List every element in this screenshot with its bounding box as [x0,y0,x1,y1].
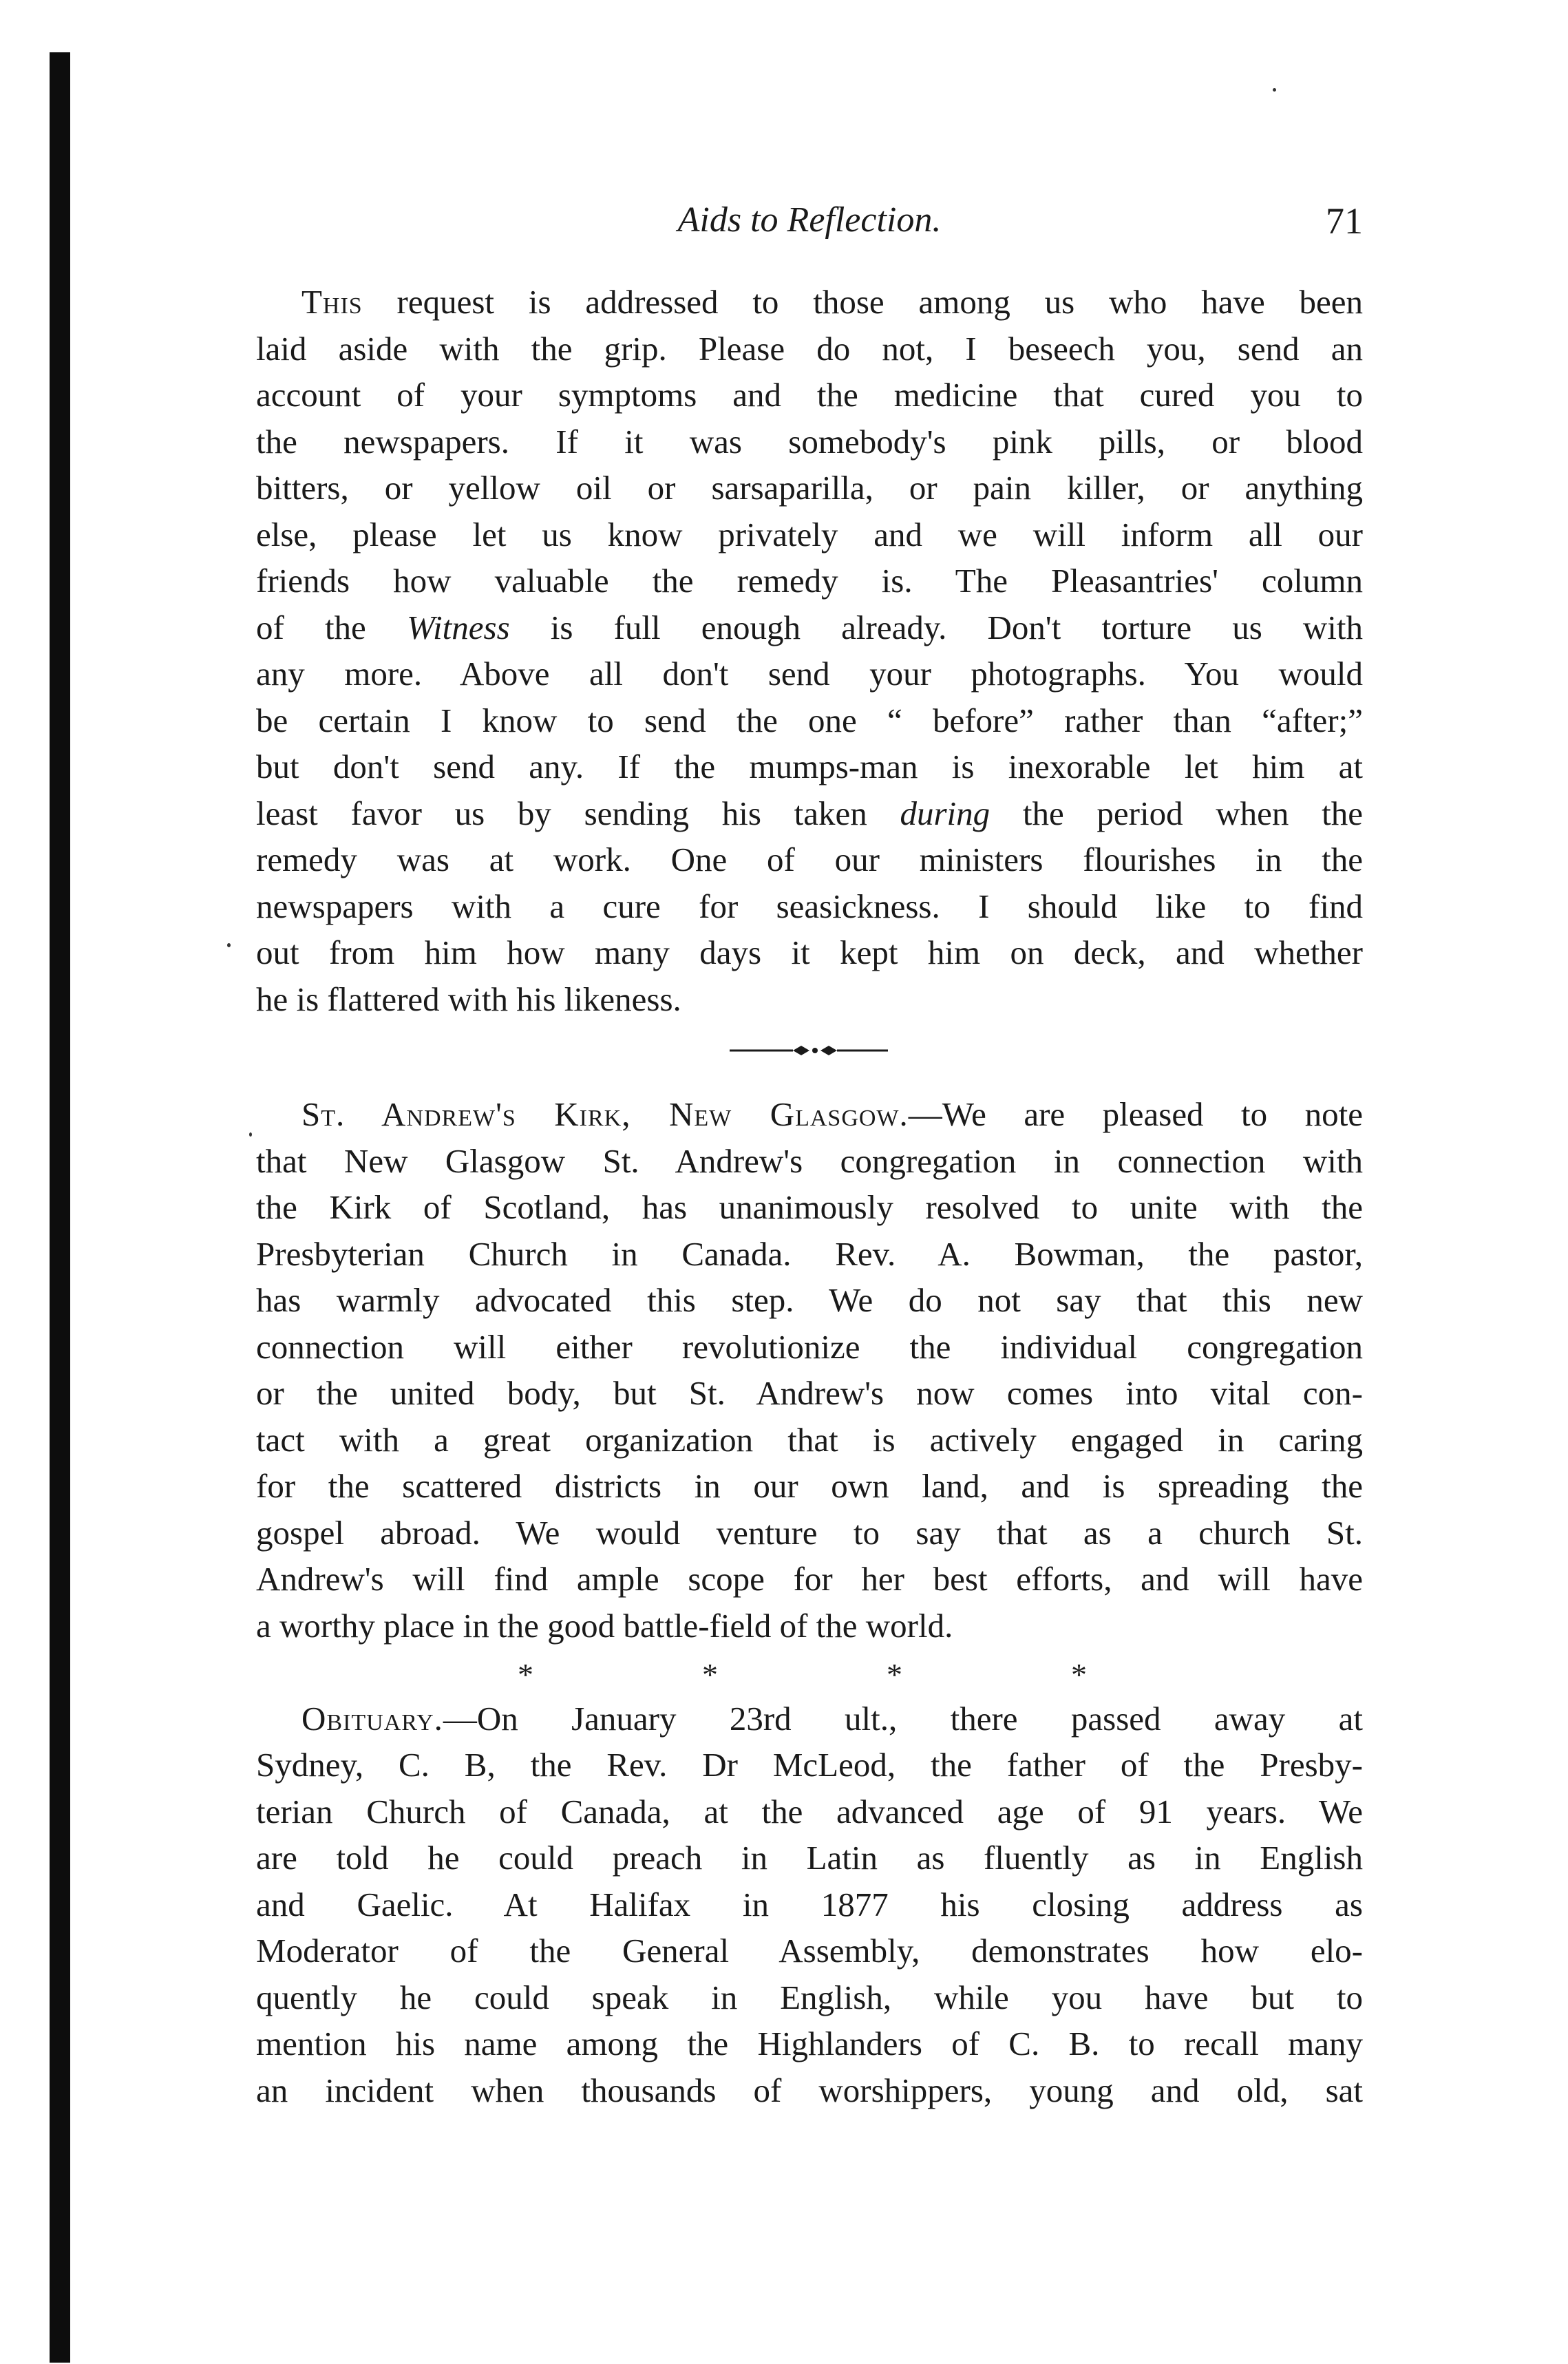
article-grip-request [256,279,1363,1022]
text-line: laid aside with the grip. Please do not, I beseech you, send an [256,329,1363,368]
page-header [256,200,1363,255]
binding-edge-shadow [50,52,70,2363]
text-line: he is flattered with his likeness. [256,980,681,1018]
text-line: mention his name among the Highlanders of C. B. to recall many [256,2025,1363,2062]
text-line: St. Andrew's Kirk, New Glasgow.—We are pleased to note [301,1095,1364,1133]
text-line: gospel abroad. We would venture to say that as a church St. [256,1513,1363,1552]
text-line: of the Witness is full enough already. Don't torture us with [256,608,1364,646]
separator-star: * [518,1657,533,1692]
text-line: an incident when thousands of worshippers, young and old, sat [256,2071,1363,2109]
text-line: Presbyterian Church in Canada. Rev. A. Bowman, the pastor, [256,1234,1363,1273]
section-ornament [256,1022,1363,1091]
text-line: that New Glasgow St. Andrew's congregation in connection with [256,1141,1363,1180]
running-title: Aids to Reflection. [677,200,942,240]
text-line: Andrew's will find ample scope for her best efforts, and will have [256,1560,1363,1598]
text-line: and Gaelic. At Halifax in 1877 his closing address as [256,1885,1363,1923]
text-line: the newspapers. If it was somebody's pink pills, or blood [256,422,1363,461]
text-line: Moderator of the General Assembly, demonstrates how elo- [256,1932,1363,1970]
text-line: least favor us by sending his taken during the period when the [256,794,1364,832]
margin-speck [249,1132,252,1137]
text-line: for the scattered districts in our own land, and is spreading the [256,1467,1363,1505]
text-line: tact with a great organization that is actively engaged in caring [256,1420,1363,1459]
section-separator-stars [256,1649,1363,1696]
italic-word: during [900,794,990,832]
separator-star: * [887,1657,902,1692]
text-line: Obituary.—On January 23rd ult., there passed away at [301,1699,1363,1738]
text-line: newspapers with a cure for seasickness. I should like to find [256,887,1363,925]
text-line: are told he could preach in Latin as fluently as in English [256,1839,1363,1877]
margin-speck [227,943,231,947]
separator-star: * [1071,1657,1087,1692]
text-line: else, please let us know privately and we will inform all our [256,515,1363,553]
ornament-rule-icon [730,1043,888,1058]
lead-in: Obituary. [301,1699,443,1738]
text-line: Sydney, C. B, the Rev. Dr McLeod, the father of the Presby- [256,1746,1363,1784]
text-line: a worthy place in the good battle-field of the world. [256,1606,953,1645]
text-line: be certain I know to send the one “ before” rather than “after;” [256,701,1363,739]
text-line: terian Church of Canada, at the advanced age of 91 years. We [256,1792,1363,1830]
text-line: has warmly advocated this step. We do not say that this new [256,1281,1363,1319]
text-line: connection will either revolutionize the individual congregation [256,1327,1363,1366]
text-line: bitters, or yellow oil or sarsaparilla, or pain killer, or anything [256,469,1363,507]
text-line: friends how valuable the remedy is. The Pleasantries' column [256,562,1363,600]
text-line: the Kirk of Scotland, has unanimously resolved to unite with the [256,1188,1363,1226]
text-line: or the united body, but St. Andrew's now comes into vital con- [256,1374,1363,1412]
article-obituary [256,1696,1363,2114]
text-line: quently he could speak in English, while you have but to [256,1978,1363,2016]
lead-in: This [301,283,363,321]
text-line: remedy was at work. One of our ministers flourishes in the [256,841,1363,878]
page-body [256,279,1363,2113]
text-line: account of your symptoms and the medicine that cured you to [256,376,1363,414]
text-line: This request is addressed to those among us who have been [301,283,1363,321]
page-number: 71 [1326,200,1363,242]
italic-word: Witness [406,608,510,646]
text-line: out from him how many days it kept him on deck, and whether [256,933,1363,971]
text-line: any more. Above all don't send your photographs. You would [256,655,1363,693]
margin-speck [1273,88,1276,92]
article-st-andrews-kirk [256,1091,1363,1649]
text-line: but don't send any. If the mumps-man is inexorable let him at [256,748,1363,785]
separator-star: * [702,1657,718,1692]
lead-in: St. Andrew's Kirk, New Glasgow. [301,1095,909,1133]
